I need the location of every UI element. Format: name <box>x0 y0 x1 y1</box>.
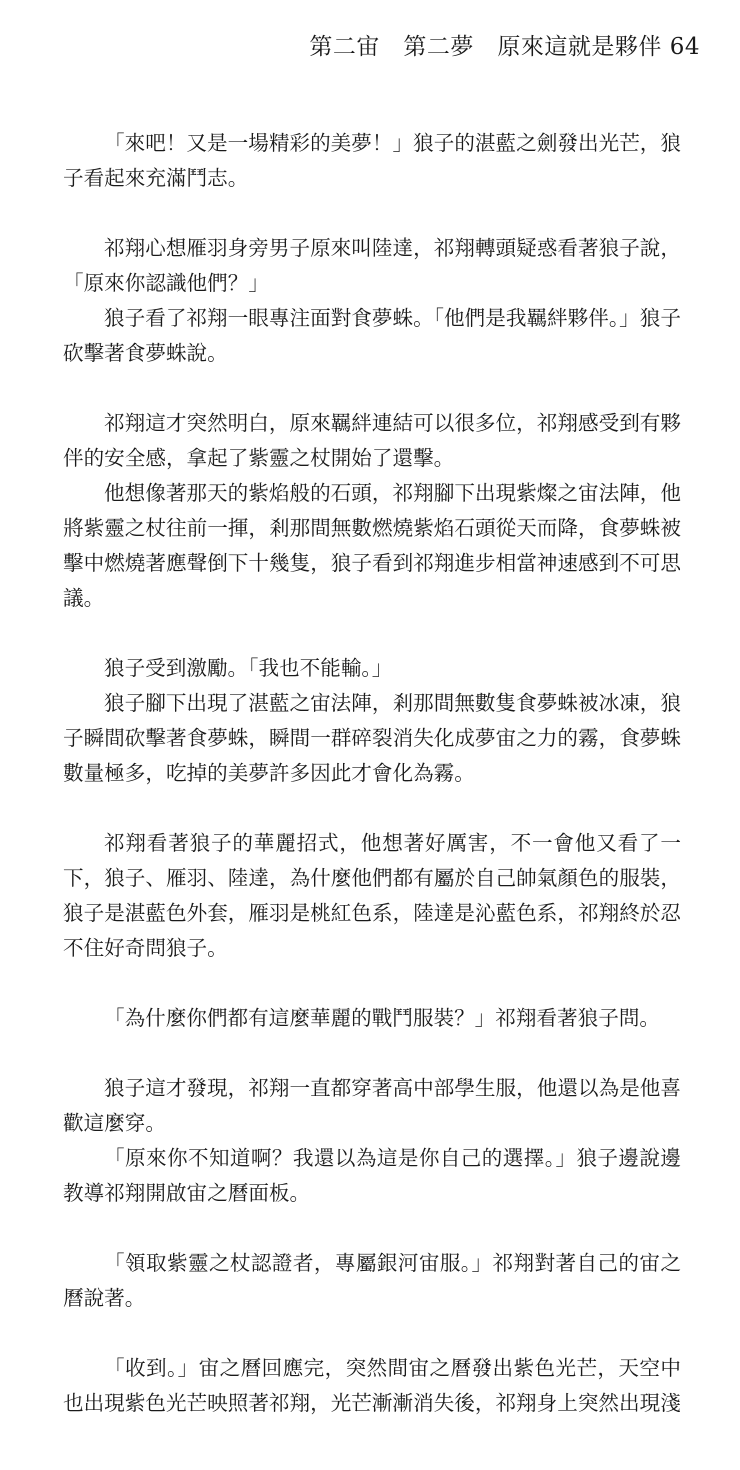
paragraph: 狼子腳下出現了湛藍之宙法陣，剎那間無數隻食夢蛛被冰凍，狼子瞬間砍擊著食夢蛛，瞬間一群碎裂消失化成夢宙之力的霧，食夢蛛數量極多，吃掉的美夢許多因此才會化為霧。 <box>63 691 681 785</box>
paragraph: 「來吧！又是一場精彩的美夢！」狼子的湛藍之劍發出光芒，狼子看起來充滿鬥志。 <box>63 131 681 190</box>
paragraph: 狼子看了祁翔一眼專注面對食夢蛛。「他們是我羈絆夥伴。」狼子砍擊著食夢蛛說。 <box>63 306 681 365</box>
paragraph: 他想像著那天的紫焰般的石頭，祁翔腳下出現紫燦之宙法陣，他將紫靈之杖往前一揮，剎那間無數燃燒紫焰石頭從天而降，食夢蛛被擊中燃燒著應聲倒下十幾隻，狼子看到祁翔進步相當神速感到不可思議。 <box>63 481 681 610</box>
paragraph: 狼子受到激勵。「我也不能輸。」 <box>104 656 393 680</box>
paragraph: 「為什麼你們都有這麼華麗的戰鬥服裝？」祁翔看著狼子問。 <box>104 1006 661 1030</box>
paragraph: 「收到。」宙之曆回應完，突然間宙之曆發出紫色光芒，天空中也出現紫色光芒映照著祁翔，光芒漸漸消失後，祁翔身上突然出現淺 <box>63 1356 681 1415</box>
paragraph: 「領取紫靈之杖認證者，專屬銀河宙服。」祁翔對著自己的宙之曆說著。 <box>63 1251 681 1310</box>
paragraph: 祁翔看著狼子的華麗招式，他想著好厲害，不一會他又看了一下，狼子、雁羽、陸達，為什麼他們都有屬於自己帥氣顏色的服裝，狼子是湛藍色外套，雁羽是桃紅色系，陸達是沁藍色系，祁翔終於忍不住好奇問狼子。 <box>63 831 681 960</box>
paragraph: 祁翔心想雁羽身旁男子原來叫陸達，祁翔轉頭疑惑看著狼子說，「原來你認識他們？」 <box>63 236 681 295</box>
story-body <box>63 126 681 1421</box>
paragraph: 祁翔這才突然明白，原來羈絆連結可以很多位，祁翔感受到有夥伴的安全感，拿起了紫靈之杖開始了還擊。 <box>63 411 681 470</box>
paragraph: 「原來你不知道啊？我還以為這是你自己的選擇。」狼子邊說邊教導祁翔開啟宙之曆面板。 <box>63 1146 681 1205</box>
chapter-header: 第二宙 第二夢 原來這就是夥伴 64 <box>309 34 700 60</box>
paragraph: 狼子這才發現，祁翔一直都穿著高中部學生服，他還以為是他喜歡這麼穿。 <box>63 1076 681 1135</box>
